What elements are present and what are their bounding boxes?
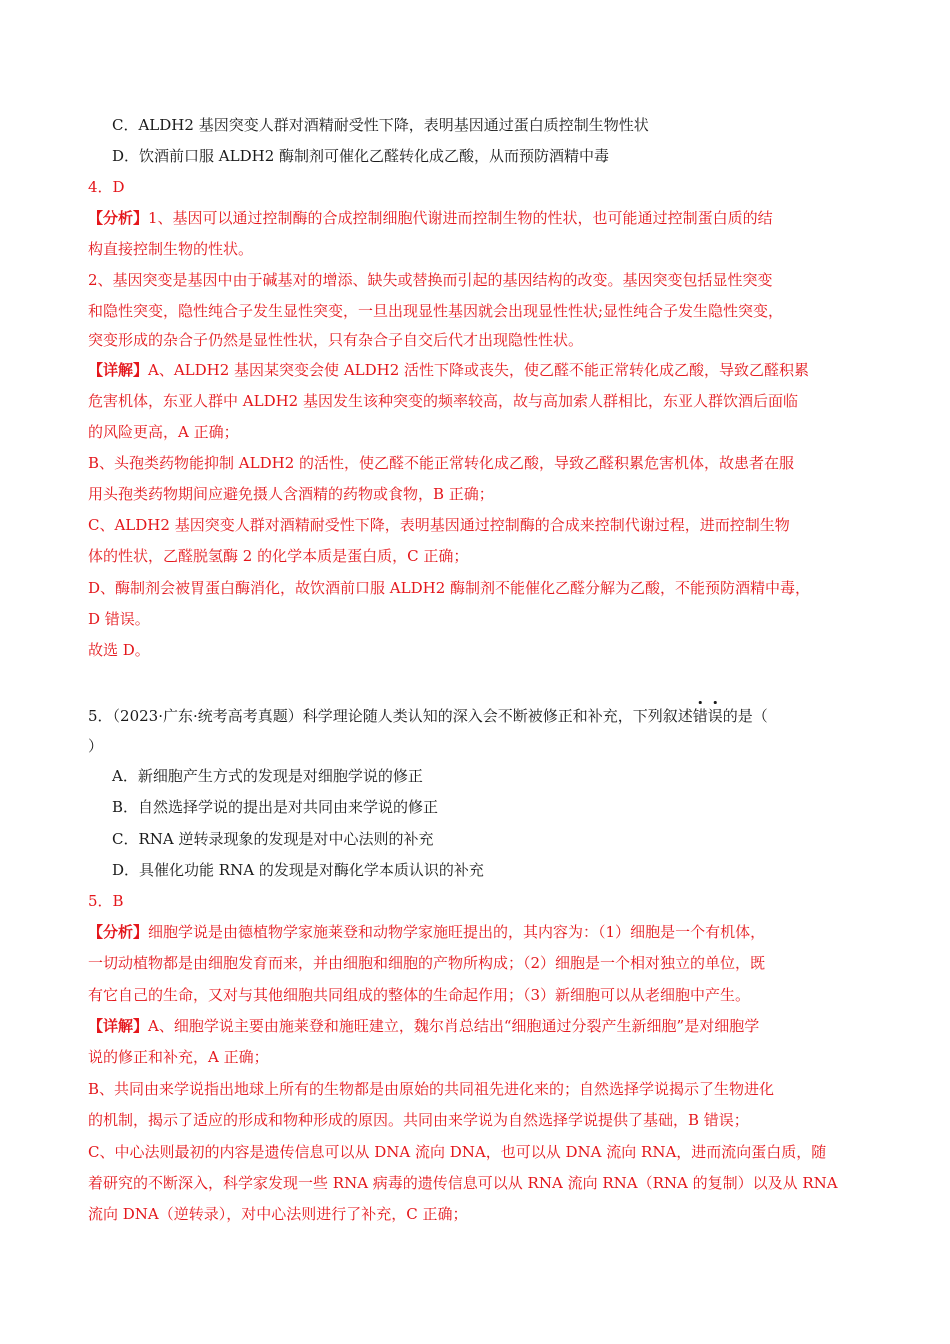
detail-4-line-9: D 错误。 bbox=[88, 610, 150, 628]
detail-label: 【详解】 bbox=[88, 1017, 149, 1035]
question-5-stem-line-2: ） bbox=[88, 737, 104, 755]
analysis-4-line-3: 2、基因突变是基因中由于碱基对的增添、缺失或替换而引起的基因结构的改变。基因突变包括显性突变 bbox=[88, 271, 773, 289]
q4-option-d: D．饮酒前口服 ALDH2 酶制剂可催化乙醛转化成乙酸，从而预防酒精中毒 bbox=[112, 147, 610, 165]
q5-option-c: C．RNA 逆转录现象的发现是对中心法则的补充 bbox=[112, 830, 434, 848]
detail-5-line-2: 说的修正和补充，A 正确； bbox=[88, 1048, 269, 1066]
analysis-label: 【分析】 bbox=[88, 923, 149, 941]
detail-4-line-10: 故选 D。 bbox=[88, 641, 150, 659]
answer-4: 4．D bbox=[88, 178, 125, 196]
analysis-5-line-3: 有它自己的生命，又对与其他细胞共同组成的整体的生命起作用；（3）新细胞可以从老细胞中产生。 bbox=[88, 986, 751, 1004]
analysis-4-line-4: 和隐性突变，隐性纯合子发生显性突变，一旦出现显性基因就会出现显性性状;显性纯合子发生隐性突变， bbox=[88, 302, 784, 320]
analysis-4-line-1: 【分析】1、基因可以通过控制酶的合成控制细胞代谢进而控制生物的性状，也可能通过控制蛋白质的结 bbox=[88, 209, 773, 227]
detail-5-line-1: 【详解】A、细胞学说主要由施莱登和施旺建立，魏尔肖总结出“细胞通过分裂产生新细胞”是对细胞学 bbox=[88, 1017, 760, 1035]
q5-option-d: D．具催化功能 RNA 的发现是对酶化学本质认识的补充 bbox=[112, 861, 484, 879]
detail-4-line-3: 的风险更高，A 正确； bbox=[88, 423, 239, 441]
detail-5-line-6: 着研究的不断深入，科学家发现一些 RNA 病毒的遗传信息可以从 RNA 流向 RNA（RNA 的复制）以及从 RNA bbox=[88, 1174, 838, 1192]
emphasis-char: 误 bbox=[707, 707, 723, 725]
emphasis-char: 错 bbox=[692, 707, 708, 725]
detail-5-line-5: C、中心法则最初的内容是遗传信息可以从 DNA 流向 DNA，也可以从 DNA 流向 RNA，进而流向蛋白质，随 bbox=[88, 1143, 827, 1161]
detail-label: 【详解】 bbox=[88, 361, 149, 379]
analysis-5-line-1: 【分析】细胞学说是由德植物学家施莱登和动物学家施旺提出的，其内容为：（1）细胞是一个有机体， bbox=[88, 923, 766, 941]
detail-4-line-1: 【详解】A、ALDH2 基因某突变会使 ALDH2 活性下降或丧失，使乙醛不能正常转化成乙酸，导致乙醛积累 bbox=[88, 361, 810, 379]
detail-4-line-5: 用头孢类药物期间应避免摄人含酒精的药物或食物，B 正确； bbox=[88, 485, 494, 503]
detail-4-line-2: 危害机体，东亚人群中 ALDH2 基因发生该种突变的频率较高，故与高加索人群相比，东亚人群饮酒后面临 bbox=[88, 392, 798, 410]
analysis-4-line-5: 突变形成的杂合子仍然是显性性状，只有杂合子自交后代才出现隐性性状。 bbox=[88, 331, 584, 349]
detail-4-line-8: D、酶制剂会被胃蛋白酶消化，故饮酒前口服 ALDH2 酶制剂不能催化乙醛分解为乙酸，不能预防酒精中毒， bbox=[88, 579, 811, 597]
question-5-stem: 5．（2023·广东·统考高考真题）科学理论随人类认知的深入会不断被修正和补充，下列叙述错误的是（ bbox=[88, 707, 768, 725]
detail-4-line-7: 体的性状，乙醛脱氢酶 2 的化学本质是蛋白质，C 正确； bbox=[88, 547, 469, 565]
detail-5-line-4: 的机制，揭示了适应的形成和物种形成的原因。共同由来学说为自然选择学说提供了基础，B 错误； bbox=[88, 1111, 749, 1129]
answer-5: 5．B bbox=[88, 892, 124, 910]
analysis-label: 【分析】 bbox=[88, 209, 149, 227]
detail-4-line-4: B、头孢类药物能抑制 ALDH2 的活性，使乙醛不能正常转化成乙酸，导致乙醛积累危害机体，故患者在服 bbox=[88, 454, 795, 472]
analysis-4-line-2: 构直接控制生物的性状。 bbox=[88, 240, 254, 258]
analysis-5-line-2: 一切动植物都是由细胞发育而来，并由细胞和细胞的产物所构成；（2）细胞是一个相对独立的单位，既 bbox=[88, 954, 766, 972]
detail-5-line-3: B、共同由来学说指出地球上所有的生物都是由原始的共同祖先进化来的；自然选择学说揭示了生物进化 bbox=[88, 1080, 775, 1098]
q5-option-b: B．自然选择学说的提出是对共同由来学说的修正 bbox=[112, 798, 439, 816]
detail-4-line-6: C、ALDH2 基因突变人群对酒精耐受性下降，表明基因通过控制酶的合成来控制代谢过程，进而控制生物 bbox=[88, 516, 790, 534]
detail-5-line-7: 流向 DNA（逆转录），对中心法则进行了补充，C 正确； bbox=[88, 1205, 468, 1223]
q4-option-c: C．ALDH2 基因突变人群对酒精耐受性下降，表明基因通过蛋白质控制生物性状 bbox=[112, 116, 649, 134]
q5-option-a: A．新细胞产生方式的发现是对细胞学说的修正 bbox=[112, 767, 423, 785]
